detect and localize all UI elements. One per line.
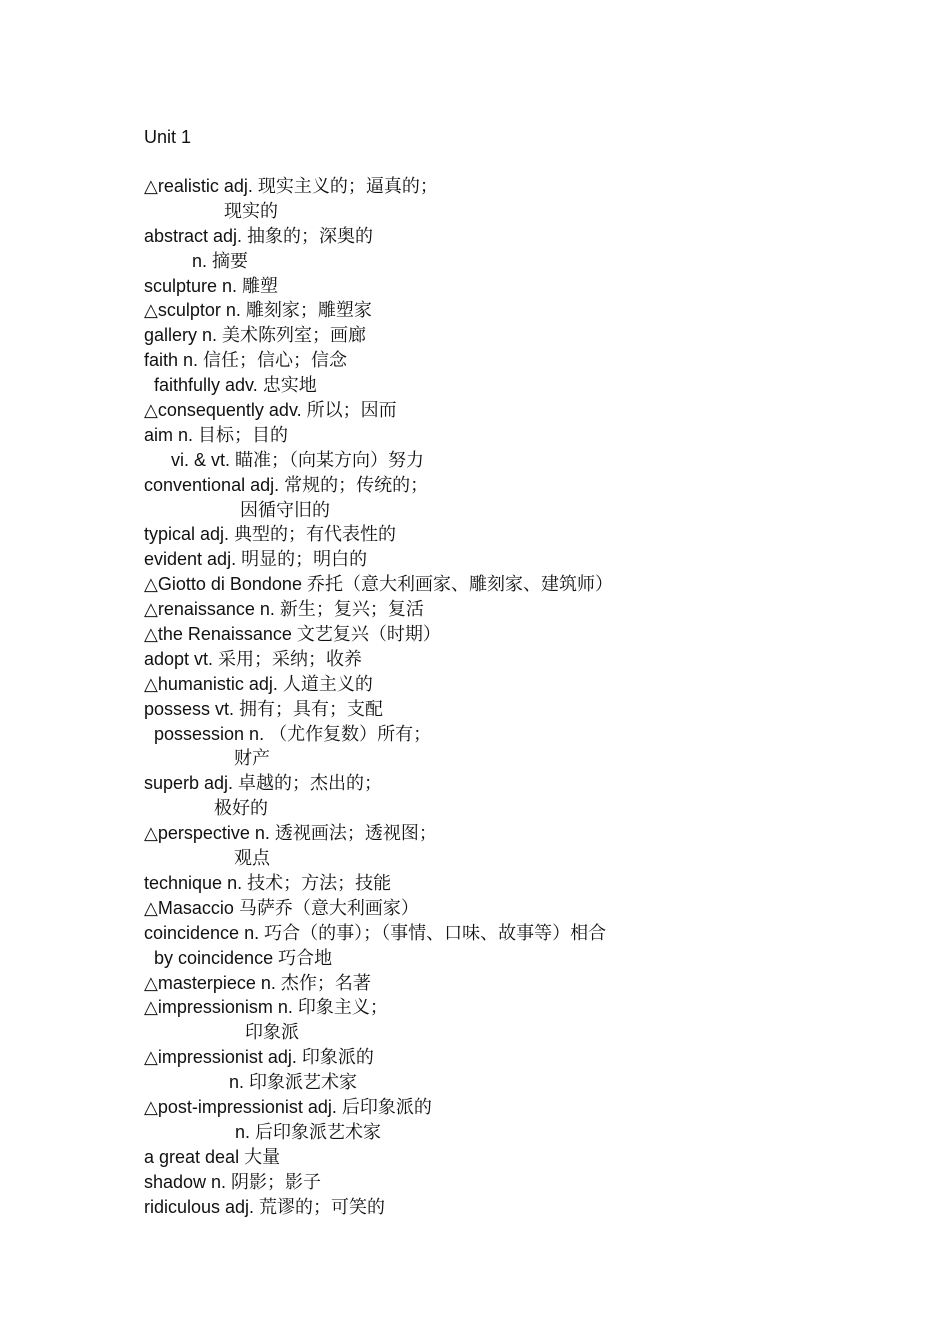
vocab-line: 现实的 (224, 200, 278, 221)
vocab-line: △perspective n. 透视画法；透视图； (144, 823, 437, 844)
vocab-line: faith n. 信任；信心；信念 (144, 350, 348, 371)
vocab-line: △impressionism n. 印象主义； (144, 997, 388, 1018)
vocab-line: superb adj. 卓越的；杰出的； (144, 773, 383, 794)
vocab-line: by coincidence 巧合地 (154, 947, 333, 968)
vocab-line: possess vt. 拥有；具有；支配 (144, 698, 384, 719)
vocab-line: △renaissance n. 新生；复兴；复活 (144, 599, 424, 620)
vocab-line: n. 印象派艺术家 (229, 1072, 358, 1093)
vocab-line: abstract adj. 抽象的；深奥的 (144, 225, 374, 246)
vocab-line: △sculptor n. 雕刻家；雕塑家 (144, 300, 372, 321)
vocab-line: typical adj. 典型的；有代表性的 (144, 524, 397, 545)
vocab-line: △post-impressionist adj. 后印象派的 (144, 1096, 432, 1117)
vocab-line: conventional adj. 常规的；传统的； (144, 474, 429, 495)
vocab-line: △humanistic adj. 人道主义的 (144, 673, 373, 694)
vocab-line: technique n. 技术；方法；技能 (144, 872, 392, 893)
vocab-line: △impressionist adj. 印象派的 (144, 1047, 374, 1068)
unit-title: Unit 1 (144, 127, 192, 147)
vocab-line: △Masaccio 马萨乔（意大利画家） (144, 897, 419, 918)
vocab-line: 观点 (234, 848, 270, 869)
vocab-line: gallery n. 美术陈列室；画廊 (144, 325, 367, 346)
vocab-line: ridiculous adj. 荒谬的；可笑的 (144, 1196, 386, 1217)
vocab-line: 极好的 (214, 798, 268, 819)
vocab-line: vi. & vt. 瞄准；（向某方向）努力 (171, 449, 425, 470)
vocabulary-list (0, 174, 950, 1219)
vocab-line: 印象派 (245, 1022, 299, 1043)
vocab-line: 财产 (234, 748, 270, 769)
vocab-line: faithfully adv. 忠实地 (154, 375, 317, 396)
vocab-line: a great deal 大量 (144, 1146, 281, 1167)
vocab-line: △consequently adv. 所以；因而 (144, 400, 397, 421)
vocab-line: n. 后印象派艺术家 (235, 1121, 382, 1142)
vocab-line: △Giotto di Bondone 乔托（意大利画家、雕刻家、建筑师） (144, 574, 613, 595)
vocab-line: n. 摘要 (192, 250, 249, 271)
vocab-line: △realistic adj. 现实主义的；逼真的； (144, 176, 438, 196)
vocab-line: △masterpiece n. 杰作；名著 (144, 972, 371, 993)
vocab-line: sculpture n. 雕塑 (144, 275, 279, 296)
vocab-line: evident adj. 明显的；明白的 (144, 549, 368, 570)
vocab-line: coincidence n. 巧合（的事）；（事情、口味、故事等）相合 (144, 922, 607, 943)
vocab-line: △the Renaissance 文艺复兴（时期） (144, 624, 441, 645)
vocab-line: shadow n. 阴影；影子 (144, 1171, 322, 1192)
vocab-line: 因循守旧的 (240, 499, 330, 520)
vocab-line: possession n. （尤作复数）所有； (154, 723, 432, 744)
vocab-line: adopt vt. 采用；采纳；收养 (144, 648, 363, 669)
vocab-line: aim n. 目标；目的 (144, 424, 289, 445)
